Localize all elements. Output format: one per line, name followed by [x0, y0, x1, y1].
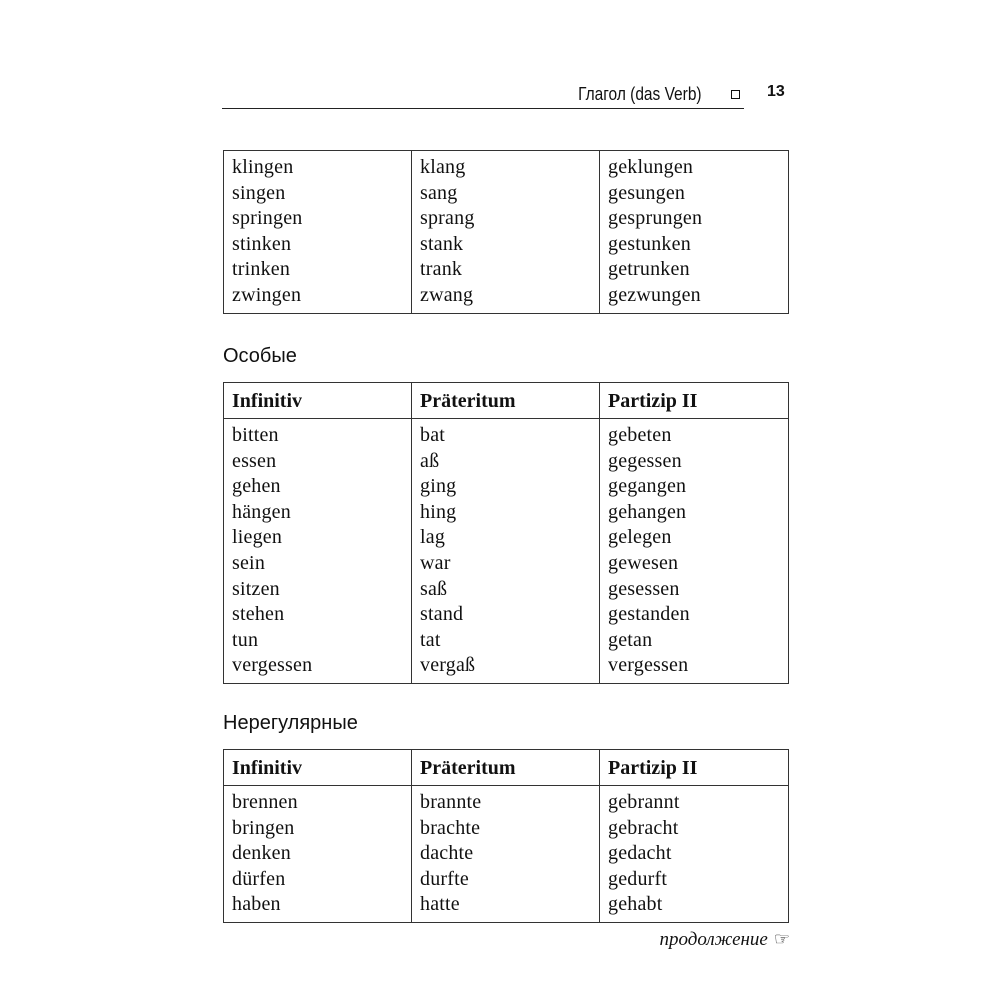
verb-cell: brachte — [420, 816, 481, 839]
verb-cell: gestanden — [608, 603, 690, 626]
verb-cell: gehangen — [608, 500, 687, 523]
column-header: Infinitiv — [224, 383, 412, 419]
verb-cell: zwang — [420, 283, 474, 306]
verb-cell: zwingen — [232, 283, 302, 306]
verb-cell: gehen — [232, 475, 281, 498]
verb-cell: vergessen — [608, 654, 689, 677]
verb-cell: dürfen — [232, 867, 286, 890]
column-partizip — [600, 151, 789, 314]
verb-cell: brannte — [420, 791, 482, 813]
verb-cell: gebeten — [608, 424, 672, 446]
verb-table-irregular — [223, 749, 789, 923]
verb-cell: brennen — [232, 791, 298, 813]
verb-cell: gedurft — [608, 867, 668, 890]
verb-cell: stehen — [232, 603, 285, 626]
verb-cell: durfte — [420, 867, 469, 890]
table-row — [224, 419, 789, 684]
column-header: Präteritum — [412, 750, 600, 786]
verb-cell: tun — [232, 628, 259, 651]
column-header: Partizip II — [600, 383, 789, 419]
verb-cell: bitten — [232, 424, 279, 446]
verb-cell: hängen — [232, 500, 291, 523]
verb-cell: haben — [232, 893, 281, 916]
verb-cell: lag — [420, 526, 446, 549]
verb-cell: gebracht — [608, 816, 679, 839]
verb-cell: hatte — [420, 893, 460, 916]
table-row — [224, 786, 789, 923]
verb-cell: vergessen — [232, 654, 313, 677]
verb-cell: saß — [420, 577, 448, 600]
verb-cell: gedacht — [608, 842, 672, 865]
verb-table-special — [223, 382, 789, 684]
column-praeteritum — [412, 786, 600, 923]
verb-cell: sprang — [420, 207, 475, 230]
verb-cell: sein — [232, 551, 266, 574]
verb-cell: dachte — [420, 842, 474, 865]
verb-cell: gehabt — [608, 893, 663, 916]
verb-cell: tat — [420, 628, 441, 651]
column-header: Präteritum — [412, 383, 600, 419]
continued-note — [659, 929, 790, 951]
column-infinitiv — [224, 786, 412, 923]
verb-cell: getrunken — [608, 258, 690, 281]
verb-cell: bringen — [232, 816, 295, 839]
verb-cell: liegen — [232, 526, 283, 549]
column-praeteritum — [412, 419, 600, 684]
verb-cell: gesprungen — [608, 207, 703, 230]
column-partizip — [600, 786, 789, 923]
verb-cell: trank — [420, 258, 463, 281]
verb-cell: gesessen — [608, 577, 680, 600]
column-infinitiv — [224, 419, 412, 684]
verb-cell: gewesen — [608, 551, 679, 574]
verb-cell: springen — [232, 207, 303, 230]
verb-cell: klingen — [232, 156, 294, 178]
verb-cell: essen — [232, 449, 277, 472]
verb-cell: gelegen — [608, 526, 672, 549]
verb-cell: stinken — [232, 232, 292, 255]
verb-cell: getan — [608, 628, 653, 651]
pointing-hand-icon: ☞ — [773, 929, 790, 949]
verb-cell: stand — [420, 603, 464, 626]
verb-cell: gebrannt — [608, 791, 680, 813]
column-header: Infinitiv — [224, 750, 412, 786]
verb-cell: ging — [420, 475, 457, 498]
table-header-row — [224, 383, 789, 419]
verb-cell: sang — [420, 181, 458, 204]
verb-cell: stank — [420, 232, 464, 255]
section-title-irregular: Нерегулярные — [223, 712, 358, 734]
column-header: Partizip II — [600, 750, 789, 786]
verb-table-continued — [223, 150, 789, 314]
verb-cell: klang — [420, 156, 466, 178]
square-bullet-icon — [731, 90, 740, 99]
verb-cell: trinken — [232, 258, 291, 281]
verb-cell: bat — [420, 424, 446, 446]
page-number: 13 — [767, 83, 785, 100]
section-title-special: Особые — [223, 345, 297, 367]
verb-cell: sitzen — [232, 577, 280, 600]
verb-cell: war — [420, 551, 451, 574]
continued-label: продолжение — [659, 929, 768, 950]
column-infinitiv — [224, 151, 412, 314]
verb-cell: vergaß — [420, 654, 476, 677]
table-row — [224, 151, 789, 314]
verb-cell: hing — [420, 500, 457, 523]
column-praeteritum — [412, 151, 600, 314]
chapter-title: Глагол (das Verb) — [578, 84, 702, 104]
verb-cell: aß — [420, 449, 440, 472]
verb-cell: singen — [232, 181, 286, 204]
verb-cell: gegessen — [608, 449, 682, 472]
verb-cell: gestunken — [608, 232, 691, 255]
column-partizip — [600, 419, 789, 684]
verb-cell: gegangen — [608, 475, 687, 498]
verb-cell: denken — [232, 842, 291, 865]
verb-cell: gesungen — [608, 181, 686, 204]
table-header-row — [224, 750, 789, 786]
verb-cell: geklungen — [608, 156, 694, 178]
running-header — [222, 80, 744, 109]
verb-cell: gezwungen — [608, 283, 701, 306]
